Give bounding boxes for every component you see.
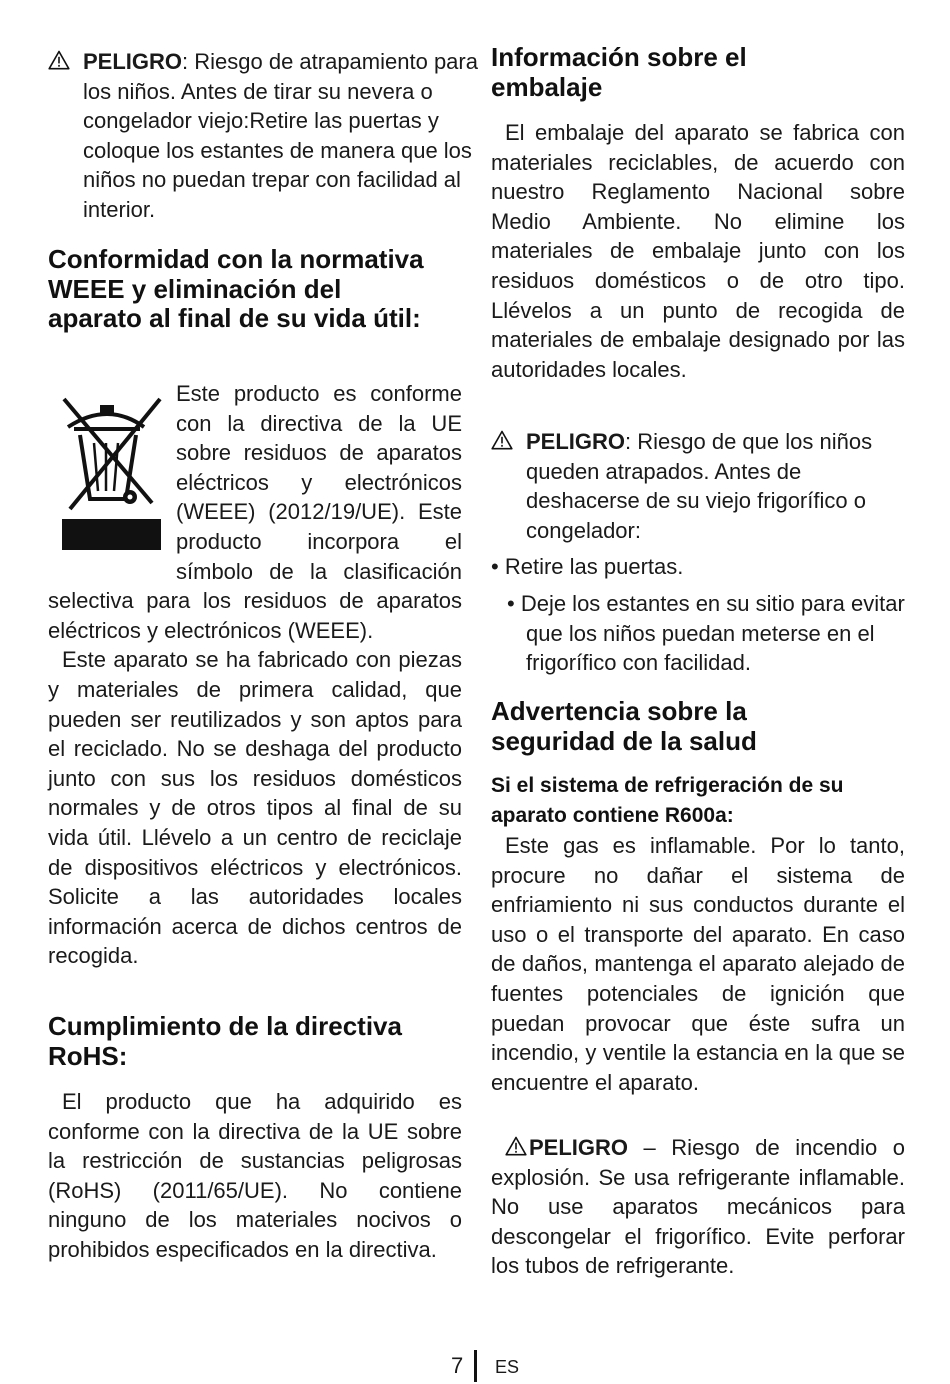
weee-black-bar <box>62 519 161 550</box>
weee-paragraph-1: Este producto es conforme con la directiva de la UE sobre residuos de aparatos eléctricos y electrónicos (WEEE) (2012/19/UE). Este producto incorpora el símbolo de la clasificación selectiva para los residuos de aparatos eléctricos y electrónicos (WEEE). <box>48 381 462 643</box>
rohs-paragraph: El producto que ha adquirido es conforme con la directiva de la UE sobre la restricción de sustancias peligrosas (RoHS) (2011/65/UE). No contiene ninguno de los materiales nocivos o prohibidos especificados en la directiva. <box>48 1089 462 1262</box>
weee-section <box>48 379 462 971</box>
page-footer <box>0 1350 950 1384</box>
warning-text: – Riesgo de incendio o explosión. Se usa refrigerante inflamable. No use aparatos mecánicos para descongelar el frigorífico. Evite perforar los tubos de refrigerante. <box>491 1135 905 1279</box>
crossed-out-wheelie-bin-icon <box>48 379 164 569</box>
footer-divider <box>474 1350 477 1382</box>
rohs-heading: Cumplimiento de la directiva RoHS: <box>48 1011 402 1071</box>
warning-triangle-icon <box>491 430 513 450</box>
warning-text: : Riesgo de atrapamiento para los niños. Antes de tirar su nevera o congelador viejo:Retire las puertas y coloque los estantes de manera que los niños no puedan trepar con facilidad al interior. <box>83 49 478 222</box>
warning-disposal-text <box>491 427 905 545</box>
health-subheading: Si el sistema de refrigeración de su aparato contiene R600a: <box>491 774 844 827</box>
warning-fire-explosion <box>491 1133 905 1281</box>
warning-child-entrapment <box>48 47 497 225</box>
health-paragraph: Este gas es inflamable. Por lo tanto, procure no dañar el sistema de enfriamiento ni sus conductos durante el uso o el transporte del aparato. En caso de daños, mantenga el aparato alejado de fuentes potenciales de ignición que puedan provocar que éste sufra un incendio, y ventile la estancia en la que se encuentre el aparato. <box>491 833 905 1095</box>
weee-heading: Conformidad con la normativa WEEE y eliminación del aparato al final de su vida útil: <box>48 244 424 334</box>
health-heading: Advertencia sobre la seguridad de la salud <box>491 696 757 756</box>
language-code: ES <box>495 1357 520 1377</box>
warning-label: PELIGRO <box>529 1135 629 1160</box>
list-item: • Retire las puertas. <box>491 554 684 580</box>
packaging-heading: Información sobre el embalaje <box>491 42 747 102</box>
warning-triangle-icon <box>505 1136 527 1156</box>
weee-paragraph-2: Este aparato se ha fabricado con piezas y materiales de primera calidad, que pueden ser reutilizados y son aptos para el reciclado. No se deshaga del producto junto con sus los residuos domésticos normales y de otros tipos al final de su vida útil. Llévelo a un centro de reciclaje de dispositivos eléctricos y electrónicos. Solicite a las autoridades locales información acerca de dichos centros de recogida. <box>48 647 462 969</box>
warning-label: PELIGRO <box>83 49 183 74</box>
warning-disposal <box>491 427 905 678</box>
list-item: • Deje los estantes en su sitio para evitar que los niños puedan meterse en el frigorífico con facilidad. <box>507 590 905 676</box>
warning-text: : Riesgo de que los niños queden atrapados. Antes de deshacerse de su viejo frigorífico o congelador: <box>526 429 873 543</box>
warning-triangle-icon <box>48 50 70 70</box>
warning-label: PELIGRO <box>526 429 626 454</box>
packaging-paragraph: El embalaje del aparato se fabrica con materiales reciclables, de acuerdo con nuestro Reglamento Nacional sobre Medio Ambiente. No elimine los materiales de embalaje junto con los residuos domésticos o de otro tipo. Llévelos a un punto de recogida de materiales de embalaje designado por las autoridades locales. <box>491 120 905 382</box>
page-number: 7 <box>451 1353 464 1378</box>
